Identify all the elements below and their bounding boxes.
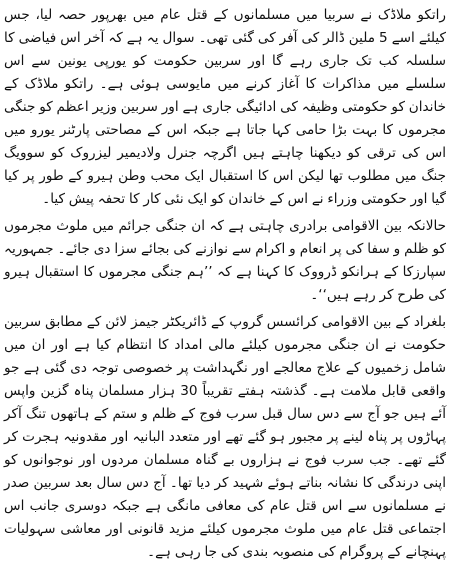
paragraph-3: بلغراد کے بین الاقوامی کرائسس گروپ کے ڈائریکٹر جیمز لائن کے مطابق سربین حکومت نے ان جنگی مجرموں کیلئے مالی امداد کا انتظام کیا ہے اور ان میں شامل زخمیوں کے علاج معالجے اور نگہداشت پر خصوصی توجہ دی گئی ہے جو واقعی قابل ملامت ہے۔ گذشتہ ہفتے تقریباً 30 ہزار مسلمان پناہ گزین واپس آئے ہیں جو آج سے دس سال قبل سرب فوج کے ظلم و ستم کے ہاتھوں تنگ آکر پہاڑوں پر پناہ لینے پر مجبور ہو گئے تھے اور متعدد البانیہ اور مقدونیہ ہجرت کر گئے تھے۔ جب سرب فوج نے ہزاروں بے گناہ مسلمان مردوں اور نوجوانوں کو اپنی درندگی کا نشانہ بناتے ہوئے شہید کر دیا تھا۔ آج دس سال بعد سربین صدر نے مسلمانوں سے اس قتل عام کی معافی مانگی ہے جبکہ دوسری جانب اس اجتماعی قتل عام میں ملوث مجرموں کیلئے مزید قانونی اور معاشی سہولیات پہنچانے کے پروگرام کی منصوبہ بندی کی جا رہی ہے۔ [4, 314, 446, 560]
paragraph-2: حالانکہ بین الاقوامی برادری چاہتی ہے کہ ان جنگی جرائم میں ملوث مجرموں کو ظلم و سفا کی پر انعام و اکرام سے نوازنے کی بجائے سزا دی جائے۔ جمہوریہ سپارزکا کے ہرانکو ڈرووک کا کہنا ہے کہ ’’ہم جنگی مجرموں کا استقبال ہیرو کی طرح کر رہے ہیں‘‘۔ [4, 218, 446, 303]
paragraph-1: راتکو ملاڈک نے سربیا میں مسلمانوں کے قتل عام میں بھرپور حصہ لیا، جس کیلئے اسے 5 ملین ڈالر کی آفر کی گئی تھی۔ سوال یہ ہے کہ آخر اس فیاضی کا سلسلہ کب تک جاری رہے گا اور سربین حکومت کو یورپی یونین سے اس سلسلے میں مذاکرات کا آغاز کرنے میں مایوسی ہوئی ہے۔ راتکو ملاڈک کے خاندان کو حکومتی وظیفہ کی ادائیگی جاری ہے اور سربین وزیر اعظم کو جنگی مجرموں کا بہت بڑا حامی کہا جاتا ہے جبکہ اس کے مصاحتی پارٹنر یورو میں اس کی ترقی کو دیکھنا چاہتے ہیں اگرچہ جنرل ولادیمیر لیزروک کو سوویگ جنگ میں مطلوب تھا لیکن اس کا استقبال ایک محب وطن ہیرو کے طور پر کیا گیا اور حکومتی وزراء نے اس کے خاندان کو ایک نئی کار کا تحفہ پیش کیا۔ [4, 7, 446, 207]
